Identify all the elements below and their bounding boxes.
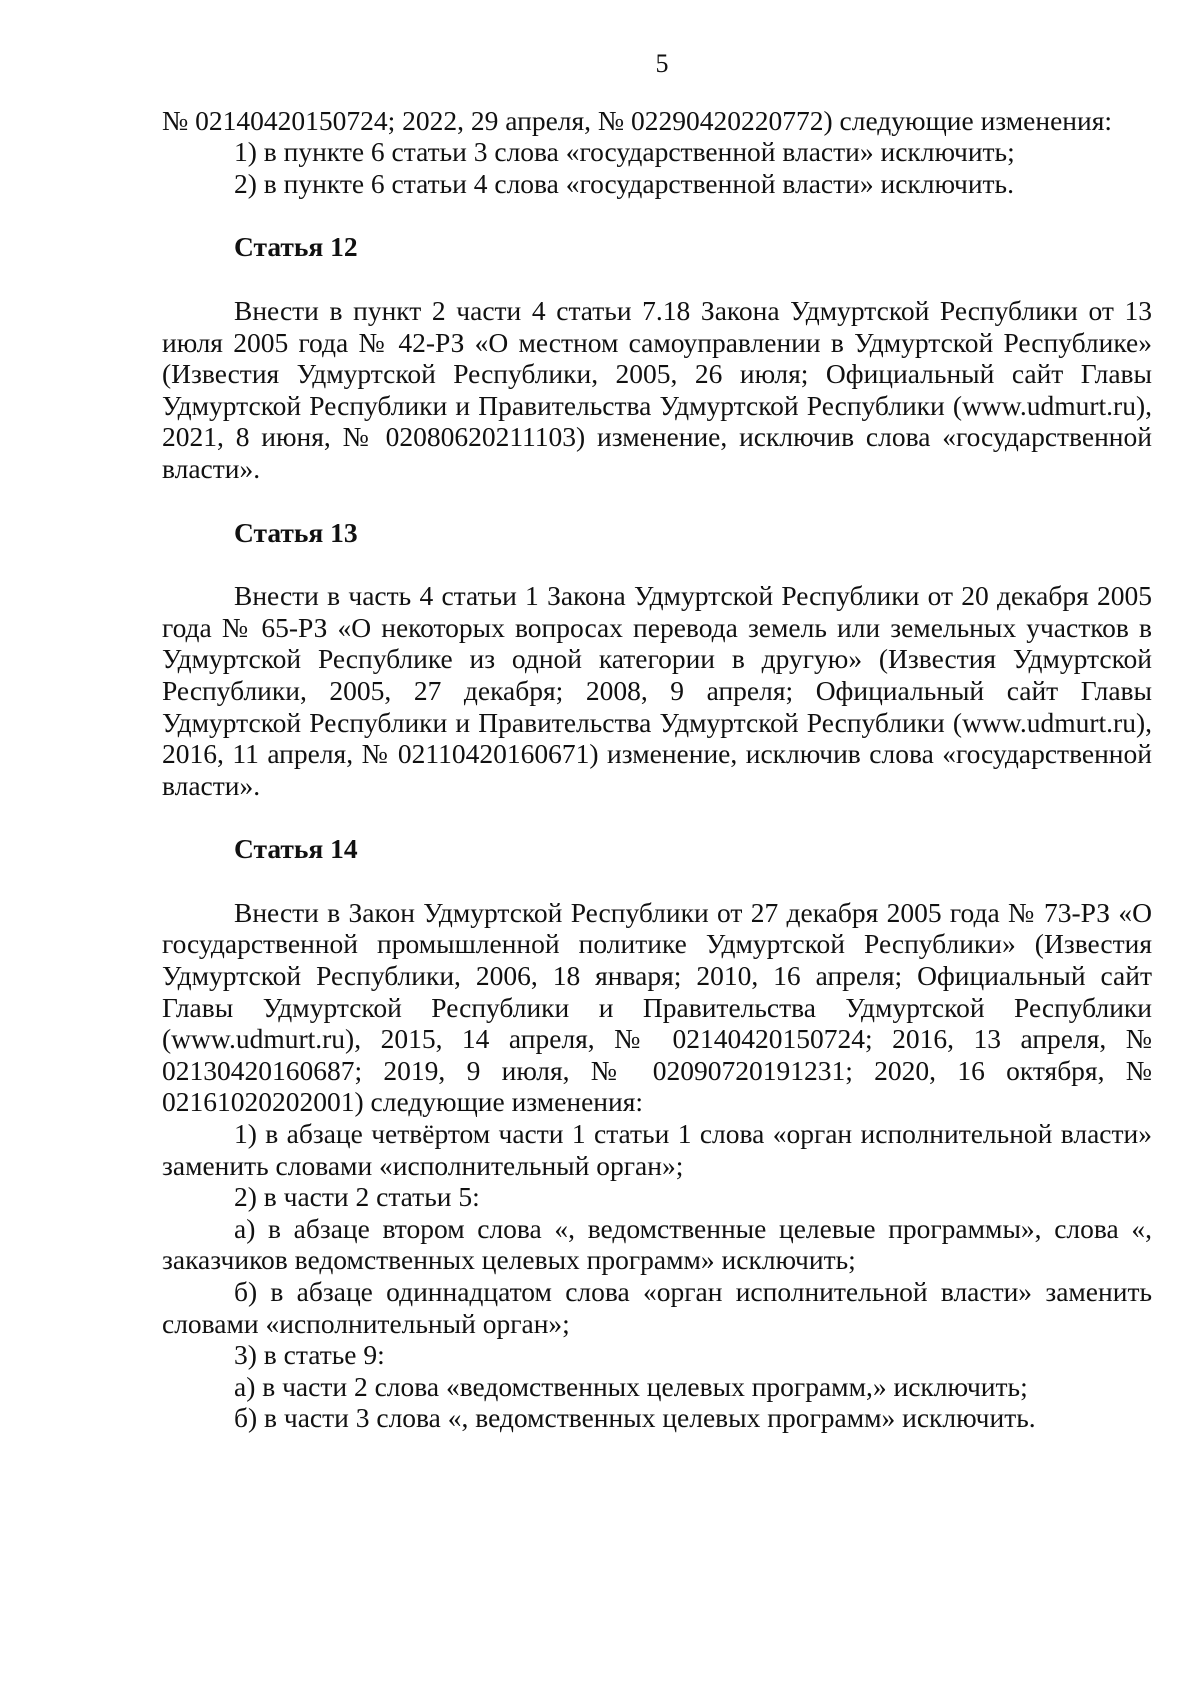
article-14-item-1: 1) в абзаце четвёртом части 1 статьи 1 слова «орган исполнительной власти» заменить словами «исполнительный орган»;	[162, 1118, 1152, 1181]
intro-item-1: 1) в пункте 6 статьи 3 слова «государственной власти» исключить;	[234, 136, 1015, 168]
document-page	[162, 48, 1152, 1434]
article-13-heading: Статья 13	[234, 516, 358, 548]
article-14-item-2: 2) в части 2 статьи 5:	[234, 1181, 480, 1213]
article-14-heading: Статья 14	[234, 833, 358, 865]
article-14-item-2a: а) в абзаце втором слова «, ведомственные целевые программы», слова «, заказчиков ведомственных целевых программ» исключить;	[162, 1212, 1152, 1276]
article-12-heading: Статья 12	[234, 231, 358, 263]
article-14-item-3b: б) в части 3 слова «, ведомственных целевых программ» исключить.	[234, 1402, 1036, 1434]
article-13-text: Внести в часть 4 статьи 1 Закона Удмуртской Республики от 20 декабря 2005 года № 65-РЗ «О некоторых вопросах перевода земель или земельных участков в Удмуртской Республике из одной категории в другую» (Известия Удмуртской Республики, 2005, 27 декабря; 2008, 9 апреля; Официальный сайт Главы Удмуртской Республики и Правительства Удмуртской Республики (www.udmurt.ru), 2016, 11 апреля, № 02110420160671) изменение, исключив слова «государственной власти».	[162, 580, 1152, 801]
article-12-text: Внести в пункт 2 части 4 статьи 7.18 Закона Удмуртской Республики от 13 июля 2005 года № 42-РЗ «О местном самоуправлении в Удмуртской Республике» (Известия Удмуртской Республики, 2005, 26 июля; Официальный сайт Главы Удмуртской Республики и Правительства Удмуртской Республики (www.udmurt.ru), 2021, 8 июня, № 02080620211103) изменение, исключив слова «государственной власти».	[162, 294, 1152, 484]
article-14-item-3: 3) в статье 9:	[234, 1339, 385, 1371]
article-14-text: Внести в Закон Удмуртской Республики от 27 декабря 2005 года № 73-РЗ «О государственной промышленной политике Удмуртской Республики» (Известия Удмуртской Республики, 2006, 18 января; 2010, 16 апреля; Официальный сайт Главы Удмуртской Республики и Правительства Удмуртской Республики (www.udmurt.ru), 2015, 14 апреля, № 02140420150724; 2016, 13 апреля, № 02130420160687; 2019, 9 июля, № 02090720191231; 2020, 16 октября, № 02161020202001) следующие изменения:	[162, 896, 1152, 1118]
intro-paragraph: № 02140420150724; 2022, 29 апреля, № 02290420220772) следующие изменения:	[162, 104, 1113, 136]
article-14-item-2b: б) в абзаце одиннадцатом слова «орган исполнительной власти» заменить словами «исполнительный орган»;	[162, 1276, 1152, 1339]
page-number: 5	[655, 49, 669, 78]
article-14-item-3a: а) в части 2 слова «ведомственных целевых программ,» исключить;	[234, 1370, 1028, 1402]
intro-item-2: 2) в пункте 6 статьи 4 слова «государственной власти» исключить.	[234, 167, 1014, 199]
